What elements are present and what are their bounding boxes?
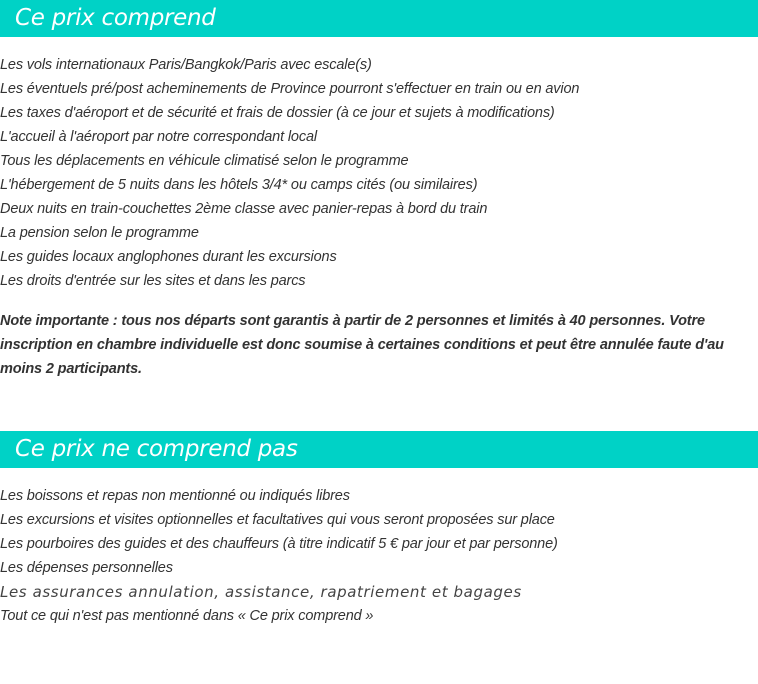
excludes-section-header (0, 431, 758, 468)
list-item: Les dépenses personnelles (0, 560, 173, 576)
list-item: Tout ce qui n'est pas mentionné dans « Ce prix comprend » (0, 608, 374, 624)
list-item: L'hébergement de 5 nuits dans les hôtels 3/4* ou camps cités (ou similaires) (0, 177, 478, 193)
excludes-section-title: Ce prix ne comprend pas (15, 436, 298, 462)
includes-list (0, 53, 758, 293)
excludes-list (0, 484, 758, 628)
list-item: Les taxes d'aéroport et de sécurité et frais de dossier (à ce jour et sujets à modifications) (0, 105, 555, 121)
list-item: Les guides locaux anglophones durant les excursions (0, 249, 337, 265)
list-item: Deux nuits en train-couchettes 2ème classe avec panier-repas à bord du train (0, 201, 488, 217)
list-item: Tous les déplacements en véhicule climatisé selon le programme (0, 153, 409, 169)
list-item: Les pourboires des guides et des chauffeurs (à titre indicatif 5 € par jour et par personne) (0, 536, 558, 552)
list-item: L'accueil à l'aéroport par notre correspondant local (0, 129, 317, 145)
list-item: Les assurances annulation, assistance, rapatriement et bagages (0, 583, 522, 601)
includes-section-header (0, 0, 758, 37)
list-item: Les éventuels pré/post acheminements de Province pourront s'effectuer en train ou en avion (0, 81, 580, 97)
list-item: Les boissons et repas non mentionné ou indiqués libres (0, 488, 350, 504)
list-item: La pension selon le programme (0, 225, 199, 241)
list-item: Les droits d'entrée sur les sites et dans les parcs (0, 273, 306, 289)
list-item: Les vols internationaux Paris/Bangkok/Paris avec escale(s) (0, 57, 372, 73)
list-item: Les excursions et visites optionnelles et facultatives qui vous seront proposées sur place (0, 512, 555, 528)
includes-section-title: Ce prix comprend (15, 5, 216, 31)
important-note: Note importante : tous nos départs sont garantis à partir de 2 personnes et limités à 40 personnes. Votre inscription en chambre individuelle est donc soumise à certaines conditions et peut être annulée faute d'au moins 2 participants. (0, 313, 724, 377)
